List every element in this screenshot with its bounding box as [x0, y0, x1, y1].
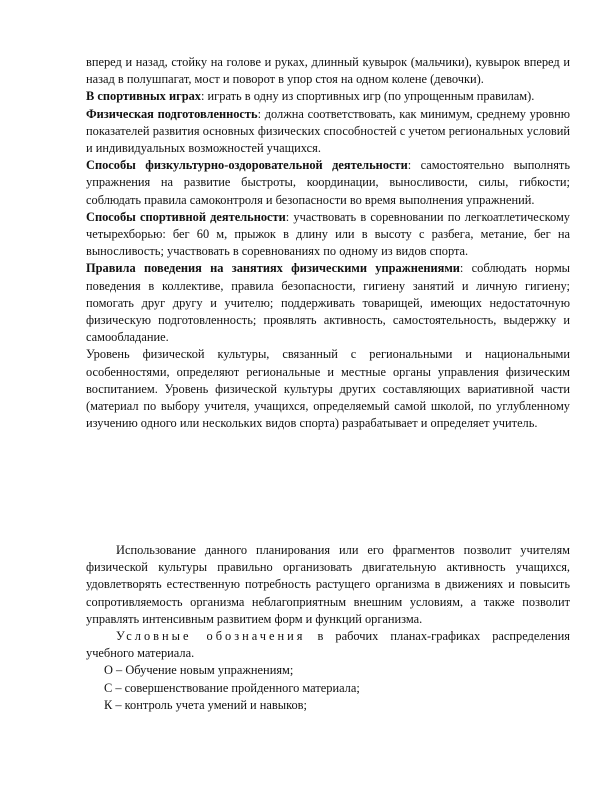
legend-item: С – совершенствование пройденного материала; — [104, 680, 360, 695]
paragraph-culture-level: Уровень физической культуры, связанный с региональными и национальными особенностями, определяют региональные и местные органы управления физическим воспитанием. Уровень физической культуры других составляющих вариативной части (материал по выбору учителя, учащихся, определяемый самой школой, по углубленному изучению одного или нескольких видов спорта) разрабатывает и определяет учитель. — [86, 347, 570, 431]
legend-intro-text: в рабочих планах-графиках распределения учебного материала. — [86, 629, 570, 661]
text-behavior-rules: : соблюдать нормы поведения в коллективе, правила безопасности, гигиену занятий и личную гигиену; помогать друг другу и учителю; поддерживать товарищей, имеющих недостаточную физическую подготовленность; проявлять активность, самостоятельность, выдержку и самообладание. — [86, 261, 570, 345]
paragraph-behavior-rules — [86, 260, 570, 346]
text-sport-games: : играть в одну из спортивных игр (по упрощенным правилам). — [201, 89, 535, 104]
label-behavior-rules: Правила поведения на занятиях физическими упражнениями — [86, 261, 460, 276]
legend-item: К – контроль учета умений и навыков; — [104, 697, 307, 712]
paragraph-legend-intro — [86, 628, 570, 662]
paragraph-health-activity — [86, 157, 570, 209]
legend-title: Условные обозначения — [116, 629, 306, 644]
label-sport-games: В спортивных играх — [86, 89, 201, 104]
label-health-activity: Способы физкультурно-оздоровательной деятельности — [86, 158, 408, 173]
paragraph-physical-fitness — [86, 106, 570, 158]
paragraph-gymnastics: вперед и назад, стойку на голове и руках, длинный кувырок (мальчики), кувырок вперед и назад в полушпагат, мост и поворот в упор стоя на одном колене (девочки). — [86, 55, 570, 87]
legend-list — [86, 662, 570, 714]
legend-item: О – Обучение новым упражнениям; — [104, 663, 294, 678]
text-health-activity: : самостоятельно выполнять упражнения на развитие быстроты, координации, выносливости, силы, гибкости; соблюдать правила самоконтроля и безопасности во время выполнения упражнений. — [86, 158, 570, 207]
paragraph-sport-games — [86, 88, 570, 105]
text-block-top — [86, 54, 570, 432]
text-block-bottom — [86, 542, 570, 714]
text-physical-fitness: : должна соответствовать, как минимум, среднему уровню показателей развития основных физических способностей с учетом региональных условий и индивидуальных возможностей учащихся. — [86, 106, 570, 156]
paragraph-planning-usage: Использование данного планирования или его фрагментов позволит учителям физической культуры правильно организовать двигательную активность учащихся, удовлетворять естественную потребность растущего организма в движениях и повысить сопротивляемость организма неблагоприятным внешним условиям, а также позволит управлять интенсивным развитием форм и функций организма. — [86, 543, 570, 626]
label-sport-activity: Способы спортивной деятельности — [86, 209, 286, 224]
paragraph-sport-activity — [86, 209, 570, 261]
text-sport-activity: : участвовать в соревновании по легкоатлетическому четырехборью: бег 60 м, прыжок в длину или в высоту с разбега, метание, бег на выносливость; участвовать в соревнованиях по одному из видов спорта. — [86, 209, 570, 259]
label-physical-fitness: Физическая подготовленность — [86, 106, 258, 121]
